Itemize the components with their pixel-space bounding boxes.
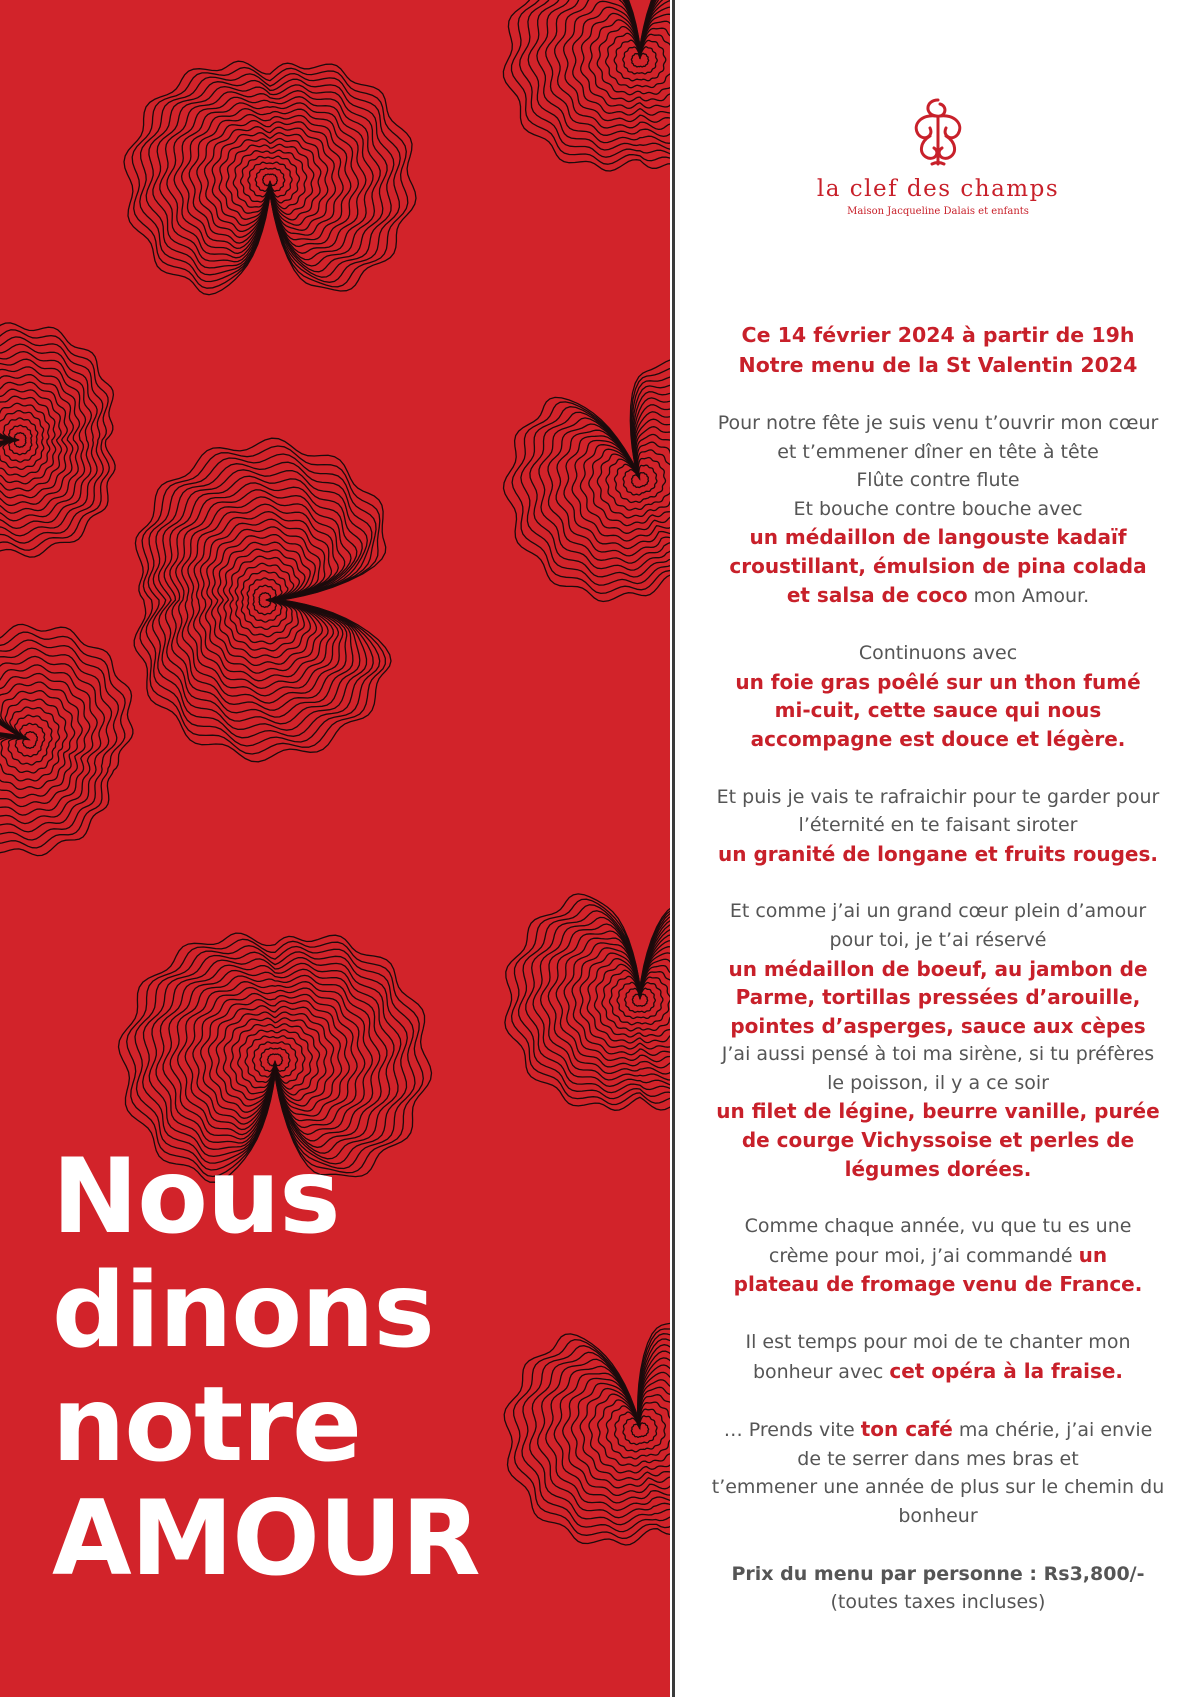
menu-text: et t’emmener dîner en tête à tête (777, 440, 1099, 463)
pattern-contour (606, 450, 670, 510)
ornamental-monogram-icon (898, 92, 978, 172)
menu-text: pour toi, je t’ai réservé (829, 928, 1047, 951)
pattern-contour (178, 982, 373, 1135)
pattern-contour (226, 144, 314, 214)
pattern-contour (212, 133, 328, 226)
pattern-contour (212, 535, 317, 666)
panel-divider (672, 0, 675, 1697)
pattern-contour (160, 91, 380, 266)
pattern-contour (632, 473, 649, 488)
menu-text: de te serrer dans mes bras et (797, 1447, 1079, 1470)
menu-text: t’emmener une année de plus sur le chemin du (711, 1476, 1165, 1499)
restaurant-name: la clef des champs (816, 176, 1060, 202)
menu-dish: un granité de longane et fruits rouges. (718, 841, 1158, 866)
menu-dish: pointes d’asperges, sauce aux cèpes (730, 1013, 1146, 1038)
menu-text-inline: mon Amour. (967, 584, 1090, 607)
pattern-contour (143, 952, 408, 1164)
pattern-contour (23, 732, 38, 749)
menu-dish: un médaillon de langouste kadaïf (749, 525, 1127, 550)
pattern-contour (238, 1030, 313, 1089)
menu-dish: cet opéra à la fraise. (889, 1358, 1124, 1383)
menu-text-inline: ma chérie, j’ai envie (952, 1419, 1153, 1442)
menu-text (676, 1415, 1200, 1445)
menu-date-heading: Ce 14 février 2024 à partir de 19h (741, 323, 1135, 347)
menu-text: Continuons avec (858, 642, 1018, 665)
menu-text-inline: … Prends vite (723, 1419, 861, 1442)
menu-text: le poisson, il y a ce soir (827, 1071, 1049, 1094)
pattern-contour (216, 1012, 333, 1106)
menu-dish: ton café (860, 1417, 953, 1442)
restaurant-tagline: Maison Jacqueline Dalais et enfants (847, 206, 1029, 217)
pattern-contour (200, 519, 329, 681)
pattern-contour (504, 359, 671, 602)
menu-text: Et comme j’ai un grand cœur plein d’amour (729, 900, 1147, 923)
pattern-contour (134, 438, 391, 762)
menu-dish: de courge Vichyssoise et perles de (741, 1128, 1135, 1153)
menu-dish: croustillant, émulsion de pina colada (729, 553, 1147, 578)
pattern-contour (571, 1372, 670, 1487)
pattern-contour (233, 150, 306, 209)
headline-line: Nous (52, 1137, 340, 1257)
menu-text (676, 581, 1200, 611)
pattern-contour (163, 969, 387, 1147)
pattern-contour (548, 398, 670, 563)
headline-line: notre (52, 1365, 361, 1485)
pattern-contour (229, 556, 299, 644)
menu-text-inline: crème pour moi, j’ai commandé (768, 1244, 1079, 1267)
menu-text (676, 1357, 1200, 1387)
valentine-menu (676, 320, 1200, 1617)
pattern-contour (159, 470, 368, 730)
pattern-contour (140, 74, 400, 283)
menu-price: Prix du menu par personne : Rs3,800/- (731, 1562, 1145, 1585)
menu-dish: un (1078, 1242, 1108, 1267)
pattern-contour (188, 504, 339, 696)
menu-text: Il est temps pour moi de te chanter mon (745, 1331, 1131, 1354)
pattern-contour (505, 894, 670, 1110)
menu-dish: Parme, tortillas pressées d’arouille, (735, 985, 1141, 1010)
pattern-contour (176, 490, 351, 710)
menu-dish: légumes dorées. (844, 1156, 1032, 1181)
pattern-contour (209, 1006, 342, 1112)
menu-text: J’ai aussi pensé à toi ma sirène, si tu préfères (721, 1043, 1155, 1066)
menu-text-inline: bonheur avec (752, 1360, 890, 1383)
menu-dish: mi-cuit, cette sauce qui nous (774, 698, 1102, 723)
restaurant-logo (676, 92, 1200, 217)
menu-dish: un filet de légine, beurre vanille, purée (716, 1099, 1160, 1124)
menu-dish: et salsa de coco (786, 582, 968, 607)
pattern-contour (170, 975, 380, 1141)
pattern-contour (589, 435, 670, 526)
menu-text: l’éternité en te faisant siroter (798, 814, 1078, 837)
pattern-contour (189, 115, 351, 244)
pattern-contour (597, 27, 670, 95)
menu-dish: un médaillon de boeuf, au jambon de (728, 956, 1148, 981)
headline-line: dinons (52, 1251, 434, 1371)
menu-dish: un foie gras poêlé sur un thon fumé (735, 669, 1141, 694)
pattern-contour (174, 103, 366, 254)
poster-headline (52, 1137, 480, 1599)
pattern-contour (205, 127, 336, 232)
pattern-contour (193, 994, 357, 1125)
menu-text: Comme chaque année, vu que tu es une (744, 1215, 1132, 1238)
menu-text: Flûte contre flute (856, 469, 1020, 492)
menu-text: Et puis je vais te rafraichir pour te garder pour (716, 785, 1160, 808)
pattern-contour (0, 624, 133, 855)
menu-text: bonheur (898, 1505, 978, 1527)
menu-text (676, 1241, 1200, 1271)
menu-panel (676, 0, 1200, 1697)
menu-text: Et bouche contre bouche avec (793, 497, 1083, 520)
menu-dish: accompagne est douce et légère. (750, 726, 1126, 751)
headline-line: AMOUR (52, 1479, 480, 1599)
pattern-contour (231, 1024, 320, 1095)
menu-price-note: (toutes taxes incluses) (830, 1591, 1046, 1614)
menu-dish: plateau de fromage venu de France. (733, 1272, 1143, 1297)
menu-text: Pour notre fête je suis venu t’ouvrir mon cœur (717, 412, 1159, 434)
pattern-contour (218, 542, 311, 658)
menu-title-heading: Notre menu de la St Valentin 2024 (738, 353, 1138, 377)
